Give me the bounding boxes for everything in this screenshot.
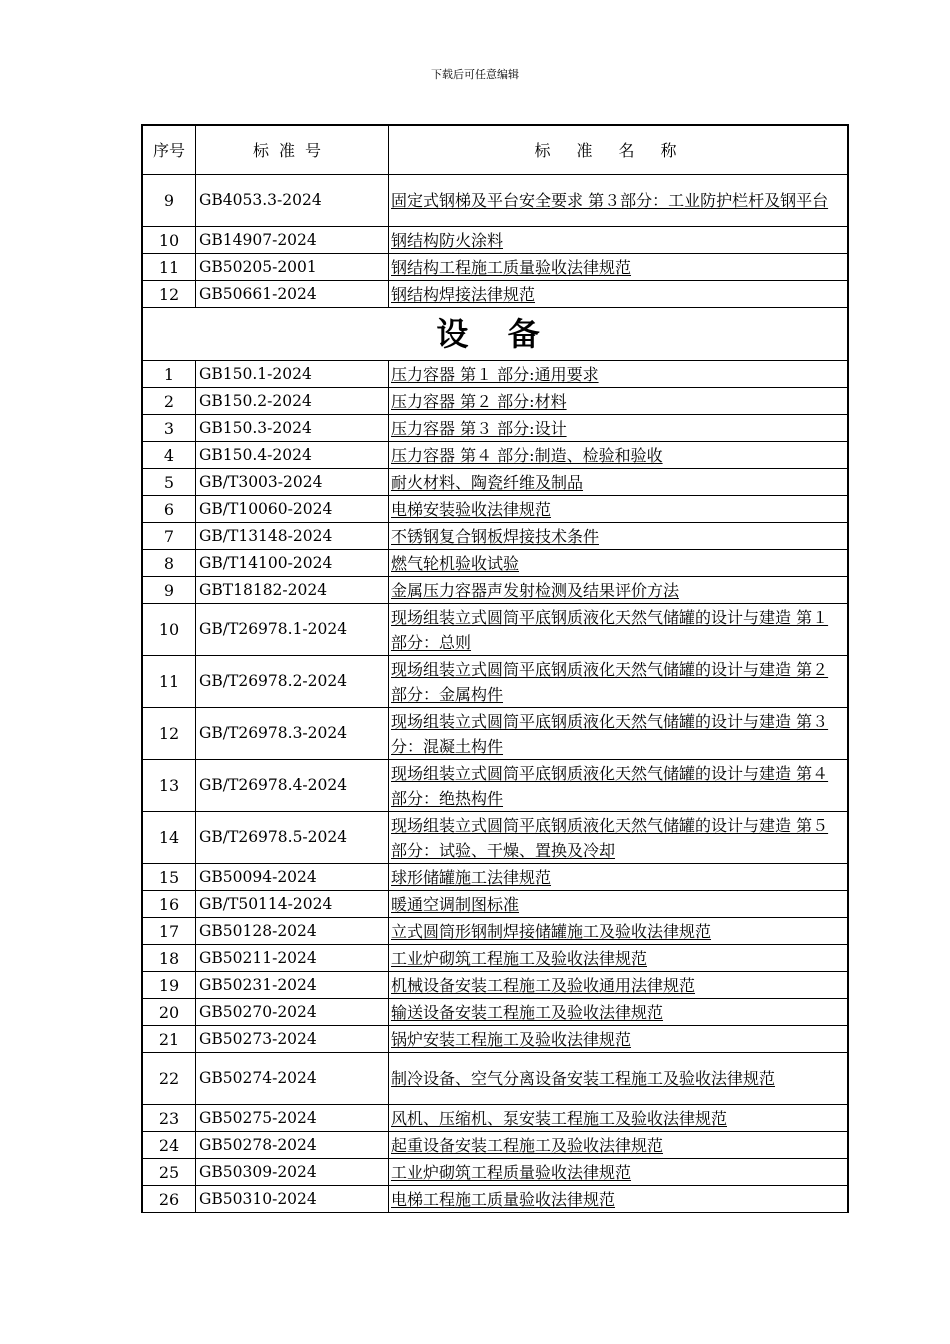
standard-name-cell[interactable] — [389, 496, 849, 523]
table-row — [142, 1105, 848, 1132]
standard-code-cell: GB/T14100-2024 — [196, 550, 389, 577]
standard-code-cell: GB/T13148-2024 — [196, 523, 389, 550]
header-standard-name-text: 标准名称 — [534, 140, 703, 160]
standards-table — [141, 124, 849, 1213]
standard-code-cell: GB50128-2024 — [196, 918, 389, 945]
standard-code-cell: GB150.2-2024 — [196, 388, 389, 415]
serial-number-cell: 16 — [142, 891, 196, 918]
table-row — [142, 227, 848, 254]
standard-name-link[interactable]: 钢结构焊接法律规范 — [391, 284, 536, 304]
standard-code-cell: GBT18182-2024 — [196, 577, 389, 604]
standard-name-cell[interactable] — [389, 254, 849, 281]
table-row — [142, 1053, 848, 1105]
standard-name-cell[interactable] — [389, 1159, 849, 1186]
standard-code-cell: GB14907-2024 — [196, 227, 389, 254]
standard-code-cell: GB50310-2024 — [196, 1186, 389, 1213]
serial-number-cell: 10 — [142, 604, 196, 656]
header-standard-code-text: 标准号 — [252, 140, 331, 160]
table-row — [142, 469, 848, 496]
serial-number-cell: 13 — [142, 760, 196, 812]
serial-number-cell: 9 — [142, 577, 196, 604]
table-row — [142, 918, 848, 945]
serial-number-cell: 11 — [142, 254, 196, 281]
standard-code-cell: GB50231-2024 — [196, 972, 389, 999]
standard-name-link[interactable]: 钢结构工程施工质量验收法律规范 — [391, 257, 632, 277]
standard-name-cell[interactable] — [389, 442, 849, 469]
standard-name-link[interactable]: 工业炉砌筑工程质量验收法律规范 — [391, 1162, 632, 1182]
table-row — [142, 442, 848, 469]
standard-name-link[interactable]: 现场组装立式圆筒平底钢质液化天然气储罐的设计与建造 第１ 部分：总则 — [391, 607, 829, 652]
standard-name-cell[interactable] — [389, 1026, 849, 1053]
serial-number-cell: 9 — [142, 175, 196, 227]
standard-name-link[interactable]: 现场组装立式圆筒平底钢质液化天然气储罐的设计与建造 第４ 部分：绝热构件 — [391, 763, 829, 808]
standard-code-cell: GB50309-2024 — [196, 1159, 389, 1186]
serial-number-cell: 21 — [142, 1026, 196, 1053]
standard-code-cell: GB50274-2024 — [196, 1053, 389, 1105]
serial-number-cell: 11 — [142, 656, 196, 708]
standard-code-cell: GB/T26978.3-2024 — [196, 708, 389, 760]
standard-name-cell[interactable] — [389, 1105, 849, 1132]
standard-code-cell: GB50278-2024 — [196, 1132, 389, 1159]
table-row — [142, 972, 848, 999]
table-row — [142, 496, 848, 523]
standard-name-link[interactable]: 暖通空调制图标准 — [391, 894, 520, 914]
serial-number-cell: 17 — [142, 918, 196, 945]
standard-code-cell: GB/T26978.5-2024 — [196, 812, 389, 864]
serial-number-cell: 24 — [142, 1132, 196, 1159]
table-row — [142, 1026, 848, 1053]
table-body-structure — [142, 175, 848, 308]
standard-code-cell: GB50205-2001 — [196, 254, 389, 281]
standard-name-cell[interactable] — [389, 945, 849, 972]
standard-name-link[interactable]: 工业炉砌筑工程施工及验收法律规范 — [391, 948, 648, 968]
standard-name-cell[interactable] — [389, 415, 849, 442]
table-row — [142, 864, 848, 891]
standard-name-cell[interactable] — [389, 281, 849, 308]
serial-number-cell: 18 — [142, 945, 196, 972]
standard-name-cell[interactable] — [389, 388, 849, 415]
table-row — [142, 999, 848, 1026]
section-row-equipment — [142, 308, 848, 361]
serial-number-cell: 23 — [142, 1105, 196, 1132]
standard-code-cell: GB/T26978.2-2024 — [196, 656, 389, 708]
standard-name-link[interactable]: 压力容器 第２ 部分:材料 — [391, 391, 567, 411]
serial-number-cell: 12 — [142, 281, 196, 308]
standard-code-cell: GB/T10060-2024 — [196, 496, 389, 523]
serial-number-cell: 5 — [142, 469, 196, 496]
table-row — [142, 604, 848, 656]
header-serial-no: 序号 — [142, 125, 196, 175]
standard-name-link[interactable]: 金属压力容器声发射检测及结果评价方法 — [391, 580, 680, 600]
standard-name-cell[interactable] — [389, 972, 849, 999]
standard-name-cell[interactable] — [389, 523, 849, 550]
standard-name-cell[interactable] — [389, 550, 849, 577]
standard-name-cell[interactable] — [389, 1053, 849, 1105]
serial-number-cell: 12 — [142, 708, 196, 760]
serial-number-cell: 8 — [142, 550, 196, 577]
standard-name-link[interactable]: 电梯工程施工质量验收法律规范 — [391, 1189, 616, 1209]
table-row — [142, 254, 848, 281]
standard-name-link[interactable]: 现场组装立式圆筒平底钢质液化天然气储罐的设计与建造 第５ 部分：试验、干燥、置换及冷却 — [391, 815, 829, 860]
standard-name-link[interactable]: 起重设备安装工程施工及验收法律规范 — [391, 1135, 664, 1155]
standard-code-cell: GB/T26978.1-2024 — [196, 604, 389, 656]
standard-name-cell[interactable] — [389, 760, 849, 812]
table-row — [142, 656, 848, 708]
standard-name-link[interactable]: 现场组装立式圆筒平底钢质液化天然气储罐的设计与建造 第２ 部分：金属构件 — [391, 659, 829, 704]
standard-name-link[interactable]: 电梯安装验收法律规范 — [391, 499, 552, 519]
table-row — [142, 1159, 848, 1186]
standard-name-link[interactable]: 风机、压缩机、泵安装工程施工及验收法律规范 — [391, 1108, 728, 1128]
standard-name-cell[interactable] — [389, 708, 849, 760]
table-row — [142, 812, 848, 864]
standard-name-link[interactable]: 立式圆筒形钢制焊接储罐施工及验收法律规范 — [391, 921, 712, 941]
standard-name-cell[interactable] — [389, 1132, 849, 1159]
section-title: 设 备 — [142, 308, 848, 361]
table-row — [142, 945, 848, 972]
standard-name-cell[interactable] — [389, 864, 849, 891]
table-row — [142, 361, 848, 388]
standard-name-link[interactable]: 机械设备安装工程施工及验收通用法律规范 — [391, 975, 696, 995]
table-row — [142, 577, 848, 604]
table-row — [142, 891, 848, 918]
standard-code-cell: GB150.1-2024 — [196, 361, 389, 388]
table-row — [142, 1132, 848, 1159]
standard-name-cell[interactable] — [389, 227, 849, 254]
table-row — [142, 760, 848, 812]
standard-name-link[interactable]: 压力容器 第４ 部分:制造、检验和验收 — [391, 445, 663, 465]
standard-name-cell[interactable] — [389, 891, 849, 918]
standard-name-cell[interactable] — [389, 469, 849, 496]
table-row — [142, 281, 848, 308]
table-row — [142, 388, 848, 415]
standard-code-cell: GB/T26978.4-2024 — [196, 760, 389, 812]
serial-number-cell: 1 — [142, 361, 196, 388]
table-row — [142, 415, 848, 442]
serial-number-cell: 10 — [142, 227, 196, 254]
standard-name-cell[interactable] — [389, 1186, 849, 1213]
standard-name-link[interactable]: 输送设备安装工程施工及验收法律规范 — [391, 1002, 664, 1022]
serial-number-cell: 3 — [142, 415, 196, 442]
table-body-equipment — [142, 361, 848, 1213]
standard-name-cell[interactable] — [389, 918, 849, 945]
serial-number-cell: 7 — [142, 523, 196, 550]
standard-name-link[interactable]: 固定式钢梯及平台安全要求 第３部分：工业防护栏杆及钢平台 — [391, 191, 829, 210]
serial-number-cell: 22 — [142, 1053, 196, 1105]
standard-name-cell[interactable] — [389, 361, 849, 388]
table-row — [142, 550, 848, 577]
serial-number-cell: 14 — [142, 812, 196, 864]
standard-code-cell: GB50094-2024 — [196, 864, 389, 891]
serial-number-cell: 26 — [142, 1186, 196, 1213]
standard-name-link[interactable]: 现场组装立式圆筒平底钢质液化天然气储罐的设计与建造 第３ 分：混凝土构件 — [391, 711, 829, 756]
table-row — [142, 523, 848, 550]
standard-code-cell: GB50211-2024 — [196, 945, 389, 972]
serial-number-cell: 20 — [142, 999, 196, 1026]
standard-code-cell: GB50270-2024 — [196, 999, 389, 1026]
serial-number-cell: 25 — [142, 1159, 196, 1186]
standard-code-cell: GB50273-2024 — [196, 1026, 389, 1053]
standard-name-link[interactable]: 压力容器 第３ 部分:设计 — [391, 418, 567, 438]
page-header-note: 下载后可任意编辑 — [431, 68, 519, 81]
standard-name-cell[interactable] — [389, 175, 849, 227]
table-header-row — [142, 125, 848, 175]
header-standard-name — [389, 125, 849, 175]
header-standard-code — [196, 125, 389, 175]
standard-code-cell: GB50661-2024 — [196, 281, 389, 308]
serial-number-cell: 4 — [142, 442, 196, 469]
standard-name-link[interactable]: 球形储罐施工法律规范 — [391, 867, 552, 887]
serial-number-cell: 15 — [142, 864, 196, 891]
standard-name-link[interactable]: 锅炉安装工程施工及验收法律规范 — [391, 1029, 632, 1049]
standard-code-cell: GB/T50114-2024 — [196, 891, 389, 918]
standard-name-cell[interactable] — [389, 812, 849, 864]
standard-name-link[interactable]: 制冷设备、空气分离设备安装工程施工及验收法律规范 — [391, 1069, 776, 1088]
standard-code-cell: GB150.3-2024 — [196, 415, 389, 442]
standard-name-link[interactable]: 不锈钢复合钢板焊接技术条件 — [391, 526, 600, 546]
standard-name-link[interactable]: 燃气轮机验收试验 — [391, 553, 520, 573]
standard-name-link[interactable]: 耐火材料、陶瓷纤维及制品 — [391, 472, 584, 492]
table-row — [142, 175, 848, 227]
serial-number-cell: 2 — [142, 388, 196, 415]
standard-name-cell[interactable] — [389, 604, 849, 656]
standard-code-cell: GB150.4-2024 — [196, 442, 389, 469]
standard-name-cell[interactable] — [389, 656, 849, 708]
standard-code-cell: GB/T3003-2024 — [196, 469, 389, 496]
serial-number-cell: 6 — [142, 496, 196, 523]
standard-code-cell: GB4053.3-2024 — [196, 175, 389, 227]
table-row — [142, 1186, 848, 1213]
serial-number-cell: 19 — [142, 972, 196, 999]
standard-name-link[interactable]: 压力容器 第１ 部分:通用要求 — [391, 364, 599, 384]
table-row — [142, 708, 848, 760]
standard-code-cell: GB50275-2024 — [196, 1105, 389, 1132]
standard-name-cell[interactable] — [389, 999, 849, 1026]
standard-name-link[interactable]: 钢结构防火涂料 — [391, 230, 504, 250]
standard-name-cell[interactable] — [389, 577, 849, 604]
